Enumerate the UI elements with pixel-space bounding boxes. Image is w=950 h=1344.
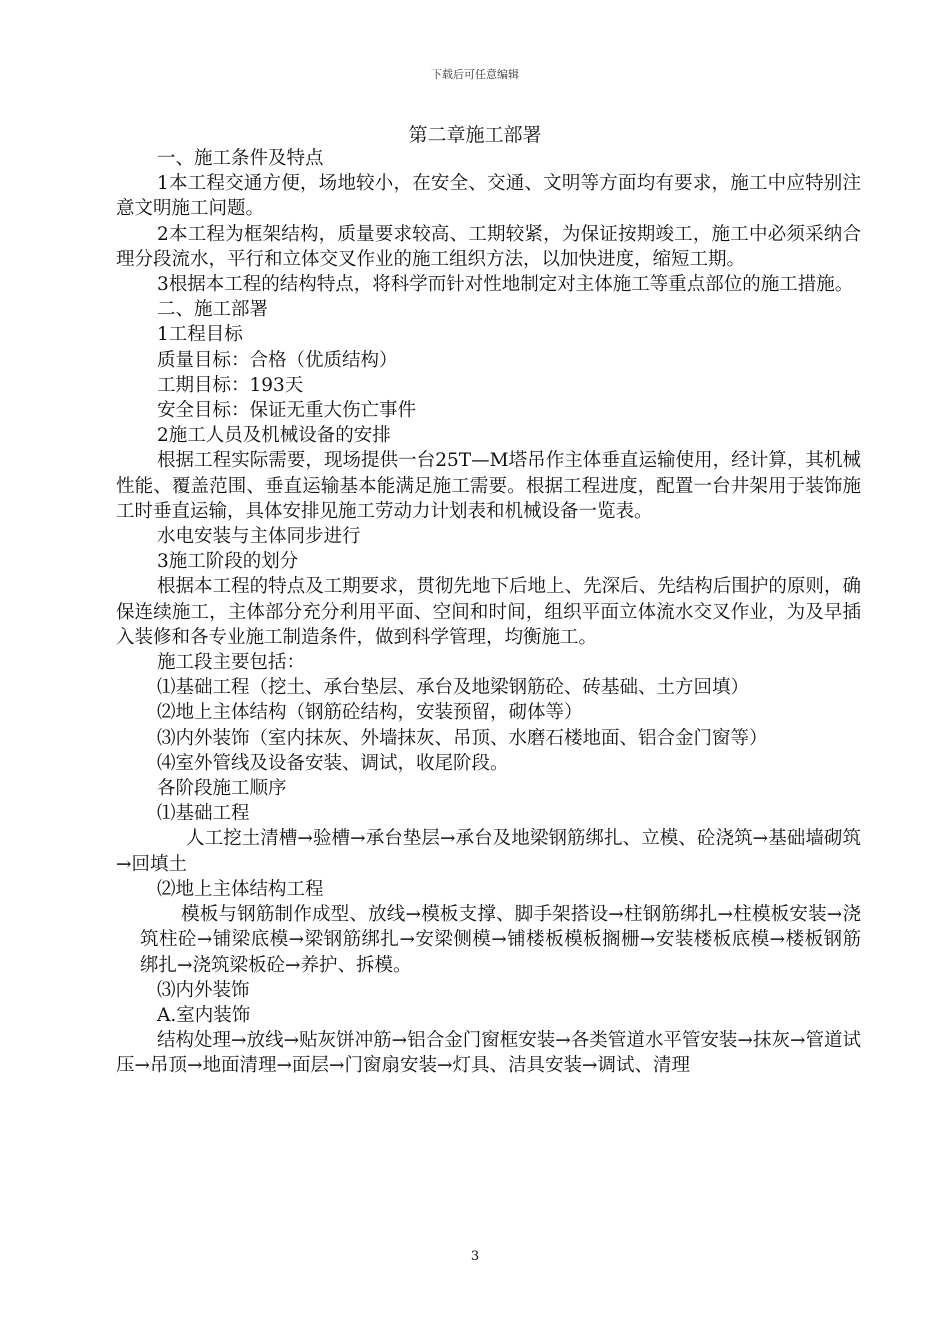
paragraph: 安全目标：保证无重大伤亡事件 — [157, 400, 417, 422]
list-item: ⑵地上主体结构（钢筋砼结构，安装预留，砌体等） — [157, 702, 583, 724]
list-item: ⑴基础工程（挖土、承台垫层、承台及地梁钢筋砼、砖基础、土方回填） — [157, 677, 750, 699]
list-item: ⑵地上主体结构工程 — [157, 878, 324, 900]
paragraph: 水电安装与主体同步进行 — [157, 526, 361, 548]
paragraph: 3根据本工程的结构特点，将科学而针对性地制定对主体施工等重点部位的施工措施。 — [157, 274, 854, 296]
paragraph: 施工段主要包括： — [157, 652, 306, 674]
list-item: ⑴基础工程 — [157, 803, 250, 825]
subheading: 2施工人员及机械设备的安排 — [157, 425, 391, 447]
paragraph: 质量目标：合格（优质结构） — [157, 349, 398, 371]
paragraph: 根据工程实际需要，现场提供一台25T—M塔吊作主体垂直运输使用，经计算，其机械性能、覆盖范围、垂直运输基本能满足施工需要。根据工程进度，配置一台井架用于装饰施工时垂直运输，具体安排见施工劳动力计划表和机械设备一览表。 — [116, 450, 861, 522]
document-body — [116, 146, 861, 1079]
subheading: 各阶段施工顺序 — [157, 778, 287, 800]
subheading: 1工程目标 — [157, 324, 243, 346]
subheading: A.室内装饰 — [157, 1004, 251, 1026]
page-number: 3 — [470, 1249, 480, 1264]
subheading: 3施工阶段的划分 — [157, 551, 299, 573]
paragraph: 人工挖土清槽→验槽→承台垫层→承台及地梁钢筋绑扎、立模、砼浇筑→基础墙砌筑→回填土 — [116, 828, 861, 875]
paragraph: 根据本工程的特点及工期要求，贯彻先地下后地上、先深后、先结构后围护的原则，确保连续施工，主体部分充分利用平面、空间和时间，组织平面立体流水交叉作业，为及早插入装修和各专业施工制造条件，做到科学管理，均衡施工。 — [116, 576, 861, 648]
paragraph: 1本工程交通方便，场地较小，在安全、交通、文明等方面均有要求，施工中应特别注意文明施工问题。 — [116, 173, 861, 220]
chapter-title: 第二章施工部署 — [408, 124, 542, 146]
section-heading: 一、施工条件及特点 — [157, 148, 324, 169]
page-header: 下载后可任意编辑 — [431, 68, 519, 81]
section-heading: 二、施工部署 — [157, 299, 269, 321]
paragraph: 模板与钢筋制作成型、放线→模板支撑、脚手架搭设→柱钢筋绑扎→柱模板安装→浇筑柱砼→铺梁底模→梁钢筋绑扎→安梁侧模→铺楼板模板搁栅→安装楼板底模→楼板钢筋绑扎→浇筑梁板砼→养护、拆模。 — [140, 904, 861, 976]
list-item: ⑶内外装饰（室内抹灰、外墙抹灰、吊顶、水磨石楼地面、铝合金门窗等） — [157, 727, 768, 749]
list-item: ⑷室外管线及设备安装、调试，收尾阶段。 — [157, 752, 509, 774]
paragraph: 2本工程为框架结构，质量要求较高、工期较紧，为保证按期竣工，施工中必须采纳合理分段流水，平行和立体交叉作业的施工组织方法，以加快进度，缩短工期。 — [116, 223, 861, 270]
list-item: ⑶内外装饰 — [157, 979, 250, 1001]
paragraph: 结构处理→放线→贴灰饼冲筋→铝合金门窗框安装→各类管道水平管安装→抹灰→管道试压→吊顶→地面清理→面层→门窗扇安装→灯具、洁具安装→调试、清理 — [116, 1030, 861, 1077]
paragraph: 工期目标：193天 — [157, 374, 304, 396]
